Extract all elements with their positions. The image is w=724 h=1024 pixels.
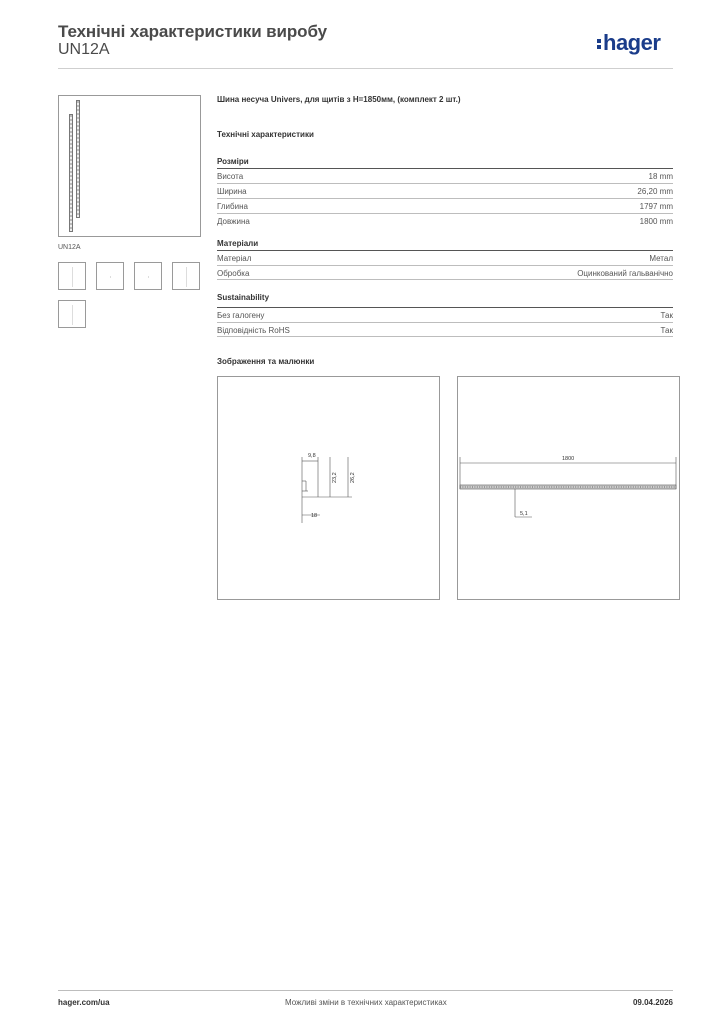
spec-label: Глибина — [217, 202, 248, 211]
spec-label: Матеріал — [217, 254, 252, 263]
footer-divider — [58, 990, 673, 991]
product-code: UN12A — [58, 41, 110, 58]
materials-title: Матеріали — [217, 239, 259, 248]
spec-value: 26,20 mm — [637, 187, 673, 196]
thumbnail-2[interactable] — [96, 262, 124, 290]
dim-label-v1: 23,2 — [332, 472, 338, 483]
spec-value: 1800 mm — [639, 217, 673, 226]
spec-label: Довжина — [217, 217, 250, 226]
thumbnail-4[interactable] — [172, 262, 200, 290]
rail-icon — [76, 100, 80, 218]
thumbnail-3[interactable] — [134, 262, 162, 290]
spec-label: Обробка — [217, 269, 250, 278]
spec-label: Відповідність RoHS — [217, 326, 290, 335]
product-description: Шина несуча Univers, для щитів з H=1850мм, (комплект 2 шт.) — [217, 95, 461, 104]
product-image-caption: UN12A — [58, 244, 81, 251]
dim-label-bottom: 18 — [311, 513, 318, 519]
dim-label-small: 5,1 — [520, 511, 528, 517]
header-divider — [58, 68, 673, 69]
spec-label: Ширина — [217, 187, 247, 196]
spec-value: Метал — [649, 254, 673, 263]
sustainability-title: Sustainability — [217, 293, 270, 302]
spec-row — [217, 322, 673, 337]
footer-date: 09.04.2026 — [632, 998, 673, 1007]
spec-row — [217, 213, 673, 228]
page-title: Технічні характеристики виробу — [58, 22, 327, 41]
spec-value: Оцинкований гальванічно — [577, 269, 673, 278]
side-view-svg — [458, 377, 679, 599]
thumbnail-5[interactable] — [58, 300, 86, 328]
spec-row — [217, 265, 673, 280]
footer-website-link[interactable]: hager.com/ua — [58, 998, 110, 1007]
spec-label: Висота — [217, 172, 244, 181]
cross-section-drawing[interactable] — [217, 376, 440, 600]
side-view-drawing[interactable] — [457, 376, 680, 600]
footer-note: Можливі зміни в технічних характеристиках — [285, 998, 447, 1007]
spec-row — [217, 183, 673, 198]
rail-icon — [69, 114, 73, 232]
product-main-image[interactable] — [58, 95, 201, 237]
cross-section-svg — [218, 377, 439, 599]
logo-dots-icon — [597, 37, 601, 51]
thumbnail-1[interactable] — [58, 262, 86, 290]
dim-label-length: 1800 — [562, 456, 575, 462]
spec-value: 18 mm — [648, 172, 673, 181]
spec-value: Так — [660, 311, 673, 320]
spec-row — [217, 198, 673, 213]
spec-row — [217, 250, 673, 265]
drawings-heading: Зображення та малюнки — [217, 357, 315, 366]
spec-row — [217, 307, 673, 322]
specs-heading: Технічні характеристики — [217, 130, 314, 139]
hager-logo — [597, 30, 660, 56]
dim-label-v2: 26,2 — [350, 472, 356, 483]
spec-label: Без галогену — [217, 311, 265, 320]
spec-value: 1797 mm — [639, 202, 673, 211]
dimensions-title: Розміри — [217, 157, 249, 166]
spec-row — [217, 168, 673, 183]
spec-value: Так — [660, 326, 673, 335]
logo-text: hager — [603, 30, 661, 55]
dim-label-top: 9,8 — [308, 453, 316, 459]
